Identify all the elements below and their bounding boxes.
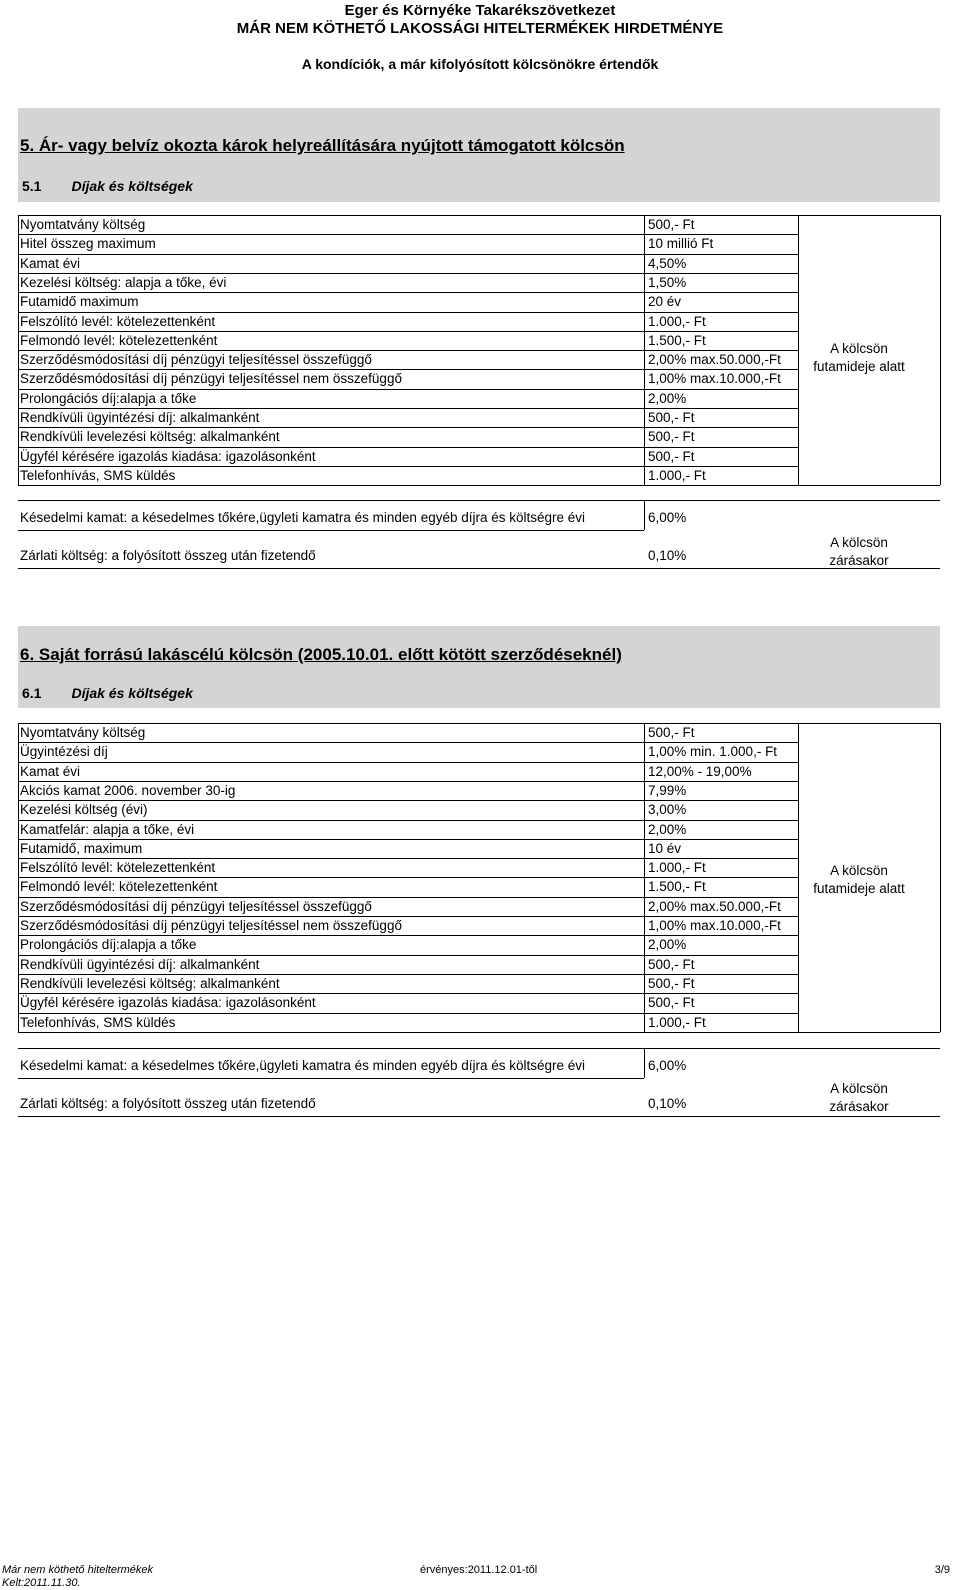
fee-row-divider [18,408,798,409]
section-6-late-interest-label: Késedelmi kamat: a késedelmes tőkére,ügyleti kamatra és minden egyéb díjra és költségre évi [20,1058,586,1073]
fee-label: Telefonhívás, SMS küldés [20,467,176,483]
section6-table-note-bottom-border [798,1032,940,1033]
fee-value: 500,- Ft [648,725,695,740]
fee-value: 2,00% [648,937,687,953]
section-6-late-interest-value: 6,00% [648,1058,687,1073]
fee-row-divider [18,839,798,840]
fee-row-divider [18,389,798,390]
section-5-sub-label: Díjak és költségek [71,178,193,194]
section-5-closing-value: 0,10% [648,548,687,563]
section5-table-right-border [940,215,941,485]
section-6-term-note [800,862,918,898]
fee-row-divider [18,820,798,821]
section5-table-mid-border [644,215,645,485]
section-5-late-top-border [18,500,940,501]
fee-value: 500,- Ft [648,995,695,1011]
section-5-term-note-line1: A kölcsön [830,341,888,356]
document-subtitle: A kondíciók, a már kifolyósított kölcsönökre értendők [301,56,659,72]
fee-value: 1,00% min. 1.000,- Ft [648,744,778,760]
document-title: MÁR NEM KÖTHETŐ LAKOSSÁGI HITELTERMÉKEK HIRDETMÉNYE [236,20,724,37]
section-5-late-divider [644,500,645,530]
fee-row-divider [18,485,798,486]
fee-value: 20 év [648,294,682,310]
fee-value: 500,- Ft [648,448,695,464]
fee-value: 1.000,- Ft [648,313,706,329]
section-5-subtitle [22,178,193,194]
section5-table-left-border [18,215,19,485]
fee-row-divider [18,331,798,332]
fee-value: 500,- Ft [648,975,695,991]
section-5-title: 5. Ár- vagy belvíz okozta károk helyreállítására nyújtott támogatott kölcsön [20,136,625,155]
fee-row-divider [18,742,798,743]
fee-row-divider [18,781,798,782]
fee-value: 1.000,- Ft [648,467,706,483]
fee-value: 10 év [648,840,682,856]
fee-value: 1,00% max.10.000,-Ft [648,918,781,933]
footer-doc-name: Már nem köthető hiteltermékek [2,1564,154,1576]
fee-label: Felmondó levél: kötelezettenként [20,332,218,348]
fee-label: Rendkívüli ügyintézési díj: alkalmanként [20,956,260,972]
fee-label: Rendkívüli levelezési költség: alkalmanként [20,975,280,991]
fee-label: Szerződésmódosítási díj pénzügyi teljesítéssel összefüggő [20,898,372,914]
fee-label: Telefonhívás, SMS küldés [20,1014,176,1030]
fee-row-divider [18,312,798,313]
fee-label: Kezelési költség (évi) [20,802,148,818]
fee-label: Kamatfelár: alapja a tőke, évi [20,821,195,837]
fee-label: Felszólító levél: kötelezettenként [20,860,216,876]
fee-label: Prolongációs díj:alapja a tőke [20,390,197,406]
fee-value: 1.000,- Ft [648,1014,706,1030]
fee-value: 7,99% [648,782,687,798]
fee-value: 12,00% - 19,00% [648,763,752,779]
section-6-subtitle [22,685,193,701]
fee-row-divider [18,254,798,255]
fee-row-divider [18,273,798,274]
section-6-closing-note-line2: zárásakor [829,1099,889,1114]
fee-row-divider [18,762,798,763]
fee-label: Rendkívüli ügyintézési díj: alkalmanként [20,410,260,425]
fee-value: 500,- Ft [648,217,695,232]
fee-row-divider [18,993,798,994]
fee-label: Kamat évi [20,255,81,271]
fee-row-divider [18,858,798,859]
fee-label: Hitel összeg maximum [20,236,156,252]
footer-page-number: 3/9 [934,1564,950,1576]
fee-row-divider [18,350,798,351]
fee-label: Felszólító levél: kötelezettenként [20,313,216,329]
fee-value: 1.500,- Ft [648,332,706,348]
section-5-late-interest-value: 6,00% [648,510,687,525]
section-6-sub-number: 6.1 [22,685,42,701]
fee-row-divider [18,369,798,370]
fee-row-divider [18,897,798,898]
fee-value: 2,00% max.50.000,-Ft [648,352,781,368]
fee-value: 1,50% [648,274,687,290]
fee-value: 3,00% [648,802,687,818]
section6-table-right-border [940,723,941,1032]
fee-label: Rendkívüli levelezési költség: alkalmanként [20,429,280,445]
section-6-closing-note-line1: A kölcsön [830,1081,888,1096]
footer-valid-from: érvényes:2011.12.01-től [420,1564,538,1576]
fee-value: 2,00% [648,821,687,837]
fee-row-divider [18,800,798,801]
fee-label: Ügyfél kérésére igazolás kiadása: igazolásonként [20,448,316,464]
section5-table-note-bottom-border [798,485,940,486]
fee-row-divider [18,974,798,975]
fee-value: 500,- Ft [648,410,695,425]
fee-value: 500,- Ft [648,956,695,972]
footer-document-info [2,1564,153,1590]
section5-table-right-inner-border [798,215,799,485]
fee-label: Futamidő maximum [20,294,139,310]
fee-label: Felmondó levél: kötelezettenként [20,879,218,895]
fee-label: Ügyfél kérésére igazolás kiadása: igazolásonként [20,995,316,1011]
fee-label: Prolongációs díj:alapja a tőke [20,937,197,953]
section6-table-mid-border [644,723,645,1032]
fee-value: 2,00% max.50.000,-Ft [648,898,781,914]
section-5-closing-label: Zárlati költség: a folyósított összeg után fizetendő [20,548,316,563]
fee-label: Szerződésmódosítási díj pénzügyi teljesítéssel nem összefüggő [20,371,402,387]
fee-row-divider [18,447,798,448]
section-5-late-interest-label: Késedelmi kamat: a késedelmes tőkére,ügyleti kamatra és minden egyéb díjra és költségre évi [20,510,586,525]
section-5-closing-note-line2: zárásakor [829,553,889,568]
section-6-term-note-line2: futamideje alatt [813,881,905,896]
fee-row-divider [18,427,798,428]
section-5-closing-note [800,534,918,570]
fee-label: Ügyintézési díj [20,744,108,760]
section-6-closing-bottom-border [18,1116,940,1117]
section-6-closing-label: Zárlati költség: a folyósított összeg után fizetendő [20,1096,316,1111]
fee-row-divider [18,466,798,467]
section6-table-left-border [18,723,19,1032]
fee-label: Nyomtatvány költség [20,217,146,232]
section6-table-top-border [18,723,940,724]
fee-row-divider [18,234,798,235]
section-5-term-note [800,340,918,376]
fee-row-divider [18,935,798,936]
fee-value: 4,50% [648,255,687,271]
fee-value: 10 millió Ft [648,236,714,252]
fee-value: 500,- Ft [648,429,695,445]
fee-label: Kezelési költség: alapja a tőke, évi [20,274,227,290]
section-6-late-divider [644,1048,645,1078]
fee-value: 2,00% [648,390,687,406]
section-5-closing-note-line1: A kölcsön [830,535,888,550]
fee-row-divider [18,916,798,917]
section5-table-top-border [18,215,940,216]
fee-row-divider [18,1032,798,1033]
fee-row-divider [18,292,798,293]
fee-label: Akciós kamat 2006. november 30-ig [20,782,236,798]
org-name: Eger és Környéke Takarékszövetkezet [344,2,616,19]
section-5-closing-bottom-border [18,568,940,569]
fee-label: Kamat évi [20,763,81,779]
fee-label: Szerződésmódosítási díj pénzügyi teljesítéssel nem összefüggő [20,918,402,933]
fee-label: Nyomtatvány költség [20,725,146,740]
section-6-late-top-border [18,1048,940,1049]
fee-value: 1.500,- Ft [648,879,706,895]
fee-label: Szerződésmódosítási díj pénzügyi teljesítéssel összefüggő [20,352,372,368]
fee-label: Futamidő, maximum [20,840,143,856]
fee-row-divider [18,1013,798,1014]
fee-row-divider [18,877,798,878]
footer-issued-date: Kelt:2011.11.30. [2,1577,81,1589]
section-6-term-note-line1: A kölcsön [830,863,888,878]
fee-value: 1,00% max.10.000,-Ft [648,371,781,387]
section-6-late-bottom-border [18,1078,644,1079]
fee-value: 1.000,- Ft [648,860,706,876]
section6-table-right-inner-border [798,723,799,1032]
section-5-sub-number: 5.1 [22,178,42,194]
section-6-closing-note [800,1080,918,1116]
section-6-title: 6. Saját forrású lakáscélú kölcsön (2005.10.01. előtt kötött szerződéseknél) [20,645,622,664]
section-5-late-bottom-border [18,530,644,531]
section-5-term-note-line2: futamideje alatt [813,359,905,374]
fee-row-divider [18,955,798,956]
section-6-sub-label: Díjak és költségek [71,685,193,701]
section-6-closing-value: 0,10% [648,1096,687,1111]
